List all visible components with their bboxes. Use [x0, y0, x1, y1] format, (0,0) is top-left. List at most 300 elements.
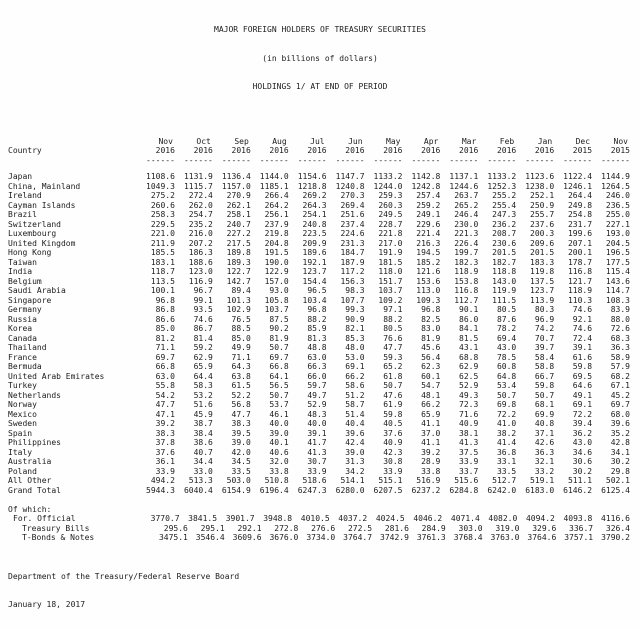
cell-value: 116.9: [188, 276, 213, 286]
cell-value: 3609.6: [232, 533, 262, 542]
cell-value: 33.8: [269, 466, 289, 476]
cell-value: 28.9: [421, 457, 441, 466]
cell-value: 119.8: [530, 267, 555, 276]
cell-value: 72.6: [610, 324, 630, 333]
cell-value: 39.1: [572, 343, 593, 352]
cell-value: 39.0: [269, 428, 289, 438]
cell-value: 186.3: [188, 248, 213, 257]
cell-value: 50.7: [269, 343, 289, 352]
cell-value: 4071.4: [450, 514, 480, 523]
cell-value: 276.6: [311, 523, 336, 533]
column-month: Feb: [499, 136, 515, 146]
report-header: [0, 0, 640, 111]
cell-value: 183.3: [530, 257, 555, 267]
cell-value: 41.0: [496, 419, 517, 428]
cell-value: 66.2: [421, 400, 441, 409]
table-row: [8, 334, 630, 344]
cell-value: 118.9: [454, 267, 479, 276]
cell-value: 6237.2: [411, 485, 441, 495]
cell-value: 1244.0: [373, 181, 403, 191]
column-year: 2016: [421, 146, 441, 155]
table-row: [8, 514, 630, 524]
cell-value: 211.9: [150, 238, 175, 248]
cell-value: 39.0: [231, 438, 251, 447]
cell-value: 254.1: [302, 210, 327, 219]
cell-value: 254.8: [567, 210, 593, 219]
cell-value: 34.5: [231, 457, 251, 466]
cell-value: 47.6: [383, 390, 403, 400]
cell-value: 515.6: [454, 476, 479, 485]
cell-value: 40.9: [459, 419, 479, 428]
cell-value: 207.2: [188, 238, 213, 248]
cell-value: 53.4: [496, 381, 517, 390]
column-underline: ------: [373, 155, 403, 165]
row-label: Ireland: [8, 191, 42, 200]
cell-value: 143.0: [492, 276, 517, 286]
cell-value: 50.7: [496, 390, 517, 400]
cell-value: 30.2: [610, 457, 630, 466]
cell-value: 1108.6: [146, 172, 175, 181]
cell-value: 113.0: [416, 286, 441, 295]
cell-value: 78.2: [496, 324, 517, 333]
row-label: Switzerland: [8, 219, 61, 229]
cell-value: 143.6: [605, 276, 630, 286]
cell-value: 6196.4: [259, 485, 289, 495]
cell-value: 81.4: [193, 333, 213, 343]
cell-value: 64.6: [572, 381, 593, 390]
cell-value: 1244.6: [449, 181, 479, 191]
cell-value: 33.5: [496, 466, 517, 476]
cell-value: 193.0: [605, 229, 630, 238]
table-row: [8, 343, 630, 353]
cell-value: 68.0: [610, 409, 630, 419]
cell-value: 34.2: [345, 466, 365, 476]
cell-value: 39.2: [155, 419, 175, 428]
cell-value: 264.4: [567, 191, 593, 200]
cell-value: 221.4: [416, 229, 441, 238]
cell-value: 185.2: [416, 257, 441, 267]
row-label: Bermuda: [8, 362, 42, 371]
cell-value: 61.6: [572, 352, 593, 362]
table-row: [8, 277, 630, 287]
of-which-label: Of which:: [8, 504, 52, 514]
cell-value: 237.9: [264, 219, 289, 229]
cell-value: 85.9: [307, 324, 327, 333]
cell-value: 227.2: [226, 229, 251, 238]
table-row: [8, 372, 630, 382]
cell-value: 319.0: [495, 523, 520, 533]
table-row: [8, 210, 630, 220]
cell-value: 1123.6: [525, 172, 555, 181]
cell-value: 30.8: [383, 457, 403, 466]
row-label: Australia: [8, 457, 52, 466]
cell-value: 82.1: [345, 324, 365, 333]
cell-value: 6247.3: [297, 485, 327, 495]
cell-value: 119.9: [492, 286, 517, 295]
table-header-row: [8, 137, 630, 147]
cell-value: 6284.8: [449, 485, 479, 495]
cell-value: 259.3: [378, 191, 403, 200]
column-month: Nov: [158, 136, 173, 146]
cell-value: 33.8: [421, 466, 441, 476]
column-year: 2016: [155, 146, 175, 155]
cell-value: 6154.9: [221, 485, 251, 495]
cell-value: 255.0: [605, 210, 630, 219]
cell-value: 72.4: [572, 333, 593, 343]
cell-value: 199.7: [454, 248, 479, 257]
cell-value: 71.6: [459, 409, 479, 419]
cell-value: 41.1: [421, 419, 441, 428]
cell-value: 236.5: [605, 200, 630, 210]
cell-value: 66.7: [534, 371, 555, 381]
cell-value: 84.1: [459, 324, 479, 333]
cell-value: 88.5: [231, 324, 251, 333]
column-month: Jun: [348, 136, 363, 146]
cell-value: 81.5: [459, 333, 479, 343]
cell-value: 96.8: [155, 295, 175, 305]
cell-value: 40.5: [383, 419, 403, 428]
cell-value: 53.0: [345, 352, 365, 362]
cell-value: 207.1: [567, 238, 593, 248]
cell-value: 76.5: [231, 314, 251, 324]
cell-value: 224.6: [340, 229, 365, 238]
cell-value: 113.9: [530, 295, 555, 305]
cell-value: 50.7: [534, 390, 555, 400]
column-month: Nov: [613, 136, 628, 146]
cell-value: 117.2: [340, 267, 365, 276]
cell-value: 266.4: [264, 191, 289, 200]
cell-value: 49.7: [307, 390, 327, 400]
table-row: [8, 438, 630, 448]
row-label: Saudi Arabia: [8, 286, 66, 295]
cell-value: 221.3: [454, 229, 479, 238]
cell-value: 71.1: [155, 343, 175, 352]
cell-value: 249.5: [378, 210, 403, 219]
cell-value: 55.8: [155, 381, 175, 390]
row-label: Poland: [8, 466, 37, 476]
column-underline: ------: [563, 155, 593, 165]
cell-value: 74.6: [572, 305, 593, 314]
column-month: Mar: [461, 136, 477, 146]
cell-value: 31.3: [345, 457, 365, 466]
table-row: [8, 191, 630, 201]
cell-value: 201.5: [492, 248, 517, 257]
cell-value: 57.9: [610, 362, 630, 371]
table-row: [8, 533, 630, 543]
cell-value: 33.5: [231, 466, 251, 476]
cell-value: 83.0: [421, 324, 441, 333]
cell-value: 3475.1: [158, 533, 188, 542]
footer-date: January 18, 2017: [8, 600, 86, 609]
cell-value: 42.8: [610, 438, 630, 447]
cell-value: 270.3: [340, 191, 365, 200]
cell-value: 42.0: [231, 447, 251, 457]
row-label: Netherlands: [8, 390, 61, 400]
cell-value: 3763.0: [490, 533, 520, 542]
row-label: Germany: [8, 305, 42, 314]
cell-value: 47.1: [155, 409, 175, 419]
cell-value: 52.9: [459, 381, 479, 390]
cell-value: 88.0: [610, 314, 630, 324]
table-row: [8, 400, 630, 410]
cell-value: 113.5: [150, 276, 175, 286]
cell-value: 48.0: [345, 343, 365, 352]
table-row: [8, 457, 630, 467]
column-underline: ------: [487, 155, 517, 165]
cell-value: 1131.9: [183, 172, 213, 181]
cell-value: 3770.7: [150, 514, 180, 523]
footer-agency: Department of the Treasury/Federal Reserve Board: [8, 571, 240, 581]
cell-value: 88.2: [383, 314, 403, 324]
cell-value: 65.2: [383, 362, 403, 371]
cell-value: 3761.3: [416, 533, 446, 542]
cell-value: 231.3: [340, 238, 365, 248]
table-row: [8, 524, 630, 534]
cell-value: 81.9: [269, 333, 289, 343]
cell-value: 250.9: [530, 200, 555, 210]
row-label: China, Mainland: [8, 181, 81, 191]
column-month: Jul: [310, 136, 325, 146]
cell-value: 72.3: [459, 400, 479, 409]
cell-value: 30.6: [572, 457, 593, 466]
cell-value: 39.6: [610, 419, 630, 428]
cell-value: 235.2: [188, 219, 213, 229]
column-month: Dec: [575, 136, 591, 146]
cell-value: 257.4: [416, 191, 441, 200]
cell-value: 96.8: [421, 305, 441, 314]
cell-value: 56.5: [269, 381, 289, 390]
table-row: [8, 229, 630, 239]
cell-value: 36.1: [155, 457, 175, 466]
row-label: Philippines: [8, 438, 61, 447]
cell-value: 85.0: [231, 333, 251, 343]
cell-value: 51.6: [193, 400, 213, 409]
cell-value: 181.5: [378, 257, 403, 267]
cell-value: 249.8: [567, 200, 593, 210]
cell-value: 1115.7: [183, 181, 213, 191]
cell-value: 42.4: [345, 438, 365, 447]
cell-value: 59.3: [383, 352, 403, 362]
cell-value: 3742.9: [380, 533, 409, 542]
cell-value: 64.4: [193, 371, 213, 381]
cell-value: 97.1: [383, 305, 403, 314]
cell-value: 108.3: [605, 295, 630, 305]
cell-value: 516.9: [416, 476, 441, 485]
cell-value: 42.3: [383, 447, 403, 457]
row-label: Taiwan: [8, 257, 37, 267]
cell-value: 1049.3: [146, 181, 175, 191]
cell-value: 109.2: [378, 295, 403, 305]
cell-value: 49.1: [572, 390, 593, 400]
cell-value: 191.9: [378, 248, 403, 257]
cell-value: 38.4: [193, 428, 213, 438]
cell-value: 303.0: [458, 523, 483, 533]
cell-value: 66.2: [345, 371, 365, 381]
cell-value: 3676.0: [269, 533, 299, 542]
cell-value: 39.2: [421, 447, 441, 457]
cell-value: 32.1: [534, 457, 555, 466]
cell-value: 41.1: [421, 438, 441, 447]
cell-value: 69.8: [496, 400, 517, 409]
cell-value: 228.7: [378, 219, 403, 229]
cell-value: 90.2: [269, 324, 289, 333]
cell-value: 6125.4: [601, 485, 630, 495]
cell-value: 269.2: [302, 191, 327, 200]
column-year: 2016: [496, 146, 517, 155]
cell-value: 33.9: [459, 457, 479, 466]
cell-value: 6280.0: [335, 485, 365, 495]
row-label: For. Official: [13, 514, 76, 523]
column-month: Aug: [272, 136, 287, 146]
cell-value: 50.7: [383, 381, 403, 390]
table-row: [8, 391, 630, 401]
cell-value: 33.1: [496, 457, 517, 466]
cell-value: 1144.9: [601, 172, 630, 181]
cell-value: 96.9: [534, 314, 555, 324]
cell-value: 68.8: [459, 352, 479, 362]
cell-value: 39.7: [534, 343, 555, 352]
cell-value: 237.6: [530, 219, 555, 229]
cell-value: 122.9: [264, 267, 289, 276]
cell-value: 43.0: [496, 343, 517, 352]
cell-value: 68.2: [610, 371, 630, 381]
cell-value: 65.9: [421, 409, 441, 419]
cell-value: 3734.0: [306, 533, 336, 542]
cell-value: 47.7: [231, 409, 251, 419]
cell-value: 260.6: [150, 200, 175, 210]
cell-value: 183.1: [150, 257, 175, 267]
cell-value: 66.8: [269, 362, 289, 371]
cell-value: 216.0: [188, 229, 213, 238]
cell-value: 511.1: [567, 476, 593, 485]
table-row: [8, 296, 630, 306]
cell-value: 56.4: [421, 352, 441, 362]
cell-value: 53.2: [193, 390, 213, 400]
row-label: Brazil: [8, 210, 37, 219]
row-label: Sweden: [8, 419, 37, 428]
cell-value: 107.7: [340, 295, 365, 305]
cell-value: 263.7: [454, 191, 479, 200]
cell-value: 200.3: [530, 229, 555, 238]
cell-value: 260.3: [378, 200, 403, 210]
column-underline: ------: [146, 155, 175, 165]
cell-value: 3546.4: [195, 533, 225, 542]
cell-value: 74.6: [193, 314, 213, 324]
row-label: Japan: [8, 172, 33, 181]
cell-value: 209.9: [302, 238, 327, 248]
cell-value: 513.3: [188, 476, 213, 485]
cell-value: 38.2: [496, 428, 517, 438]
cell-value: 81.2: [155, 333, 175, 343]
cell-value: 69.5: [572, 371, 593, 381]
cell-value: 39.6: [345, 428, 365, 438]
cell-value: 184.7: [340, 248, 365, 257]
cell-value: 54.7: [421, 381, 441, 390]
cell-value: 227.1: [605, 219, 630, 229]
table-row: [8, 362, 630, 372]
cell-value: 1185.1: [259, 181, 289, 191]
cell-value: 39.4: [572, 419, 593, 428]
cell-value: 58.8: [534, 362, 555, 371]
table-row: [8, 476, 630, 486]
cell-value: 40.7: [193, 447, 213, 457]
cell-value: 240.8: [302, 219, 327, 229]
cell-value: 63.0: [155, 371, 175, 381]
cell-value: 519.1: [530, 476, 555, 485]
cell-value: 3948.8: [263, 514, 293, 523]
row-label: Turkey: [8, 381, 37, 390]
column-month: Sep: [234, 136, 249, 146]
table-row: [8, 286, 630, 296]
cell-value: 72.2: [496, 409, 517, 419]
column-month: Jan: [537, 136, 553, 146]
cell-value: 512.7: [492, 476, 517, 485]
cell-value: 189.8: [226, 248, 251, 257]
cell-value: 1264.5: [601, 181, 630, 191]
cell-value: 259.2: [416, 200, 441, 210]
cell-value: 85.0: [155, 324, 175, 333]
cell-value: 52.2: [231, 390, 251, 400]
column-month: Apr: [423, 136, 439, 146]
cell-value: 4037.2: [338, 514, 368, 523]
row-label: United Kingdom: [8, 238, 76, 248]
row-label: Mexico: [8, 409, 37, 419]
cell-value: 4010.5: [300, 514, 330, 523]
country-col-spacer: [8, 137, 137, 147]
cell-value: 177.5: [605, 257, 630, 267]
column-underline: ------: [525, 155, 555, 165]
cell-value: 3768.4: [453, 533, 483, 542]
cell-value: 100.1: [150, 286, 175, 295]
row-label: India: [8, 267, 33, 276]
cell-value: 45.9: [193, 409, 213, 419]
cell-value: 153.8: [454, 276, 479, 286]
cell-value: 194.5: [416, 248, 441, 257]
cell-value: 6146.2: [563, 485, 593, 495]
cell-value: 201.5: [530, 248, 555, 257]
cell-value: 103.7: [264, 305, 289, 314]
cell-value: 39.5: [231, 428, 251, 438]
cell-value: 83.9: [610, 305, 630, 314]
cell-value: 221.8: [378, 229, 403, 238]
cell-value: 86.0: [459, 314, 479, 324]
cell-value: 116.8: [567, 267, 593, 276]
cell-value: 255.7: [530, 210, 555, 219]
cell-value: 204.8: [264, 238, 289, 248]
cell-value: 275.2: [150, 191, 175, 200]
cell-value: 46.1: [269, 409, 289, 419]
cell-value: 40.4: [345, 419, 365, 428]
cell-value: 295.1: [200, 523, 225, 533]
cell-value: 254.7: [188, 210, 213, 219]
cell-value: 88.2: [307, 314, 327, 324]
cell-value: 4082.0: [488, 514, 518, 523]
cell-value: 38.6: [193, 438, 213, 447]
cell-value: 269.4: [340, 200, 365, 210]
column-year: 2016: [231, 146, 251, 155]
cell-value: 153.6: [416, 276, 441, 286]
cell-value: 3790.2: [601, 533, 630, 542]
cell-value: 1218.8: [297, 181, 327, 191]
cell-value: 87.6: [496, 314, 517, 324]
cell-value: 118.7: [150, 267, 175, 276]
row-label: Hong Kong: [8, 248, 52, 257]
cell-value: 264.3: [302, 200, 327, 210]
cell-value: 189.3: [226, 257, 251, 267]
cell-value: 89.4: [231, 286, 251, 295]
cell-value: 74.6: [572, 324, 593, 333]
cell-value: 4094.2: [525, 514, 555, 523]
